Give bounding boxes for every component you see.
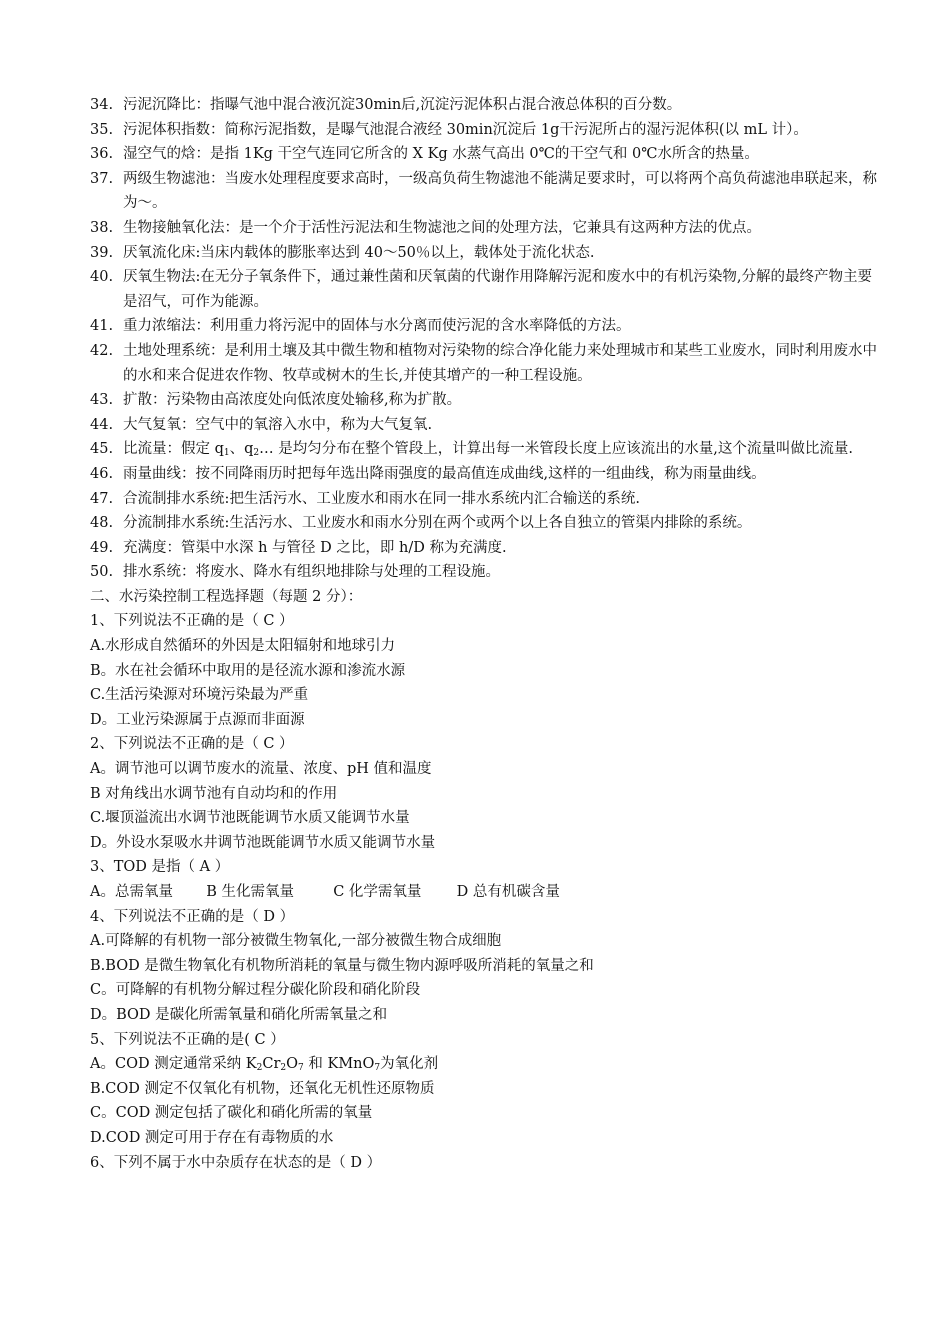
question-6 bbox=[90, 1151, 880, 1176]
option-b: B。水在社会循环中取用的是径流水源和渗流水源 bbox=[90, 662, 406, 679]
definition-text: 扩散：污染物由高浓度处向低浓度处输移,称为扩散。 bbox=[123, 392, 462, 409]
definition-item bbox=[90, 167, 880, 216]
definition-number: 48. bbox=[90, 515, 114, 532]
definition-text: 厌氧流化床:当床内载体的膨胀率达到 40～50％以上，载体处于流化状态. bbox=[123, 244, 595, 261]
definition-text: 厌氧生物法:在无分子氧条件下，通过兼性菌和厌氧菌的代谢作用降解污泥和废水中的有机污染物,分解的最终产物主要是沼气，可作为能源。 bbox=[123, 269, 872, 310]
option-c: C.生活污染源对环境污染最为严重 bbox=[90, 687, 309, 704]
question-stem: 2、下列说法不正确的是（ C ） bbox=[90, 736, 294, 753]
question-stem: 1、下列说法不正确的是（ C ） bbox=[90, 613, 294, 630]
definition-number: 39. bbox=[90, 244, 114, 261]
option-b: B 生化需氧量 bbox=[206, 884, 294, 900]
definition-number: 49. bbox=[90, 539, 114, 556]
definition-number: 35. bbox=[90, 121, 114, 138]
option-b: B.COD 测定不仅氧化有机物，还氧化无机性还原物质 bbox=[90, 1080, 435, 1097]
definition-text: 两级生物滤池：当废水处理程度要求高时，一级高负荷生物滤池不能满足要求时，可以将两个高负荷滤池串联起来，称为～。 bbox=[123, 170, 877, 212]
definition-item bbox=[90, 487, 880, 512]
definition-item bbox=[90, 388, 880, 413]
question-2 bbox=[90, 732, 880, 855]
option-d: D。BOD 是碳化所需氧量和硝化所需氧量之和 bbox=[90, 1006, 388, 1023]
definition-item bbox=[90, 560, 880, 585]
definition-text: 重力浓缩法：利用重力将污泥中的固体与水分离而使污泥的含水率降低的方法。 bbox=[123, 318, 631, 335]
definition-text: 污泥体积指数：简称污泥指数，是曝气池混合液经 30min沉淀后 1g干污泥所占的湿污泥体积(以 mL 计）。 bbox=[123, 121, 808, 138]
definition-number: 50. bbox=[90, 564, 114, 581]
question-stem: 3、TOD 是指（ A ） bbox=[90, 859, 230, 876]
definition-text: 充满度：管渠中水深 h 与管径 D 之比，即 h/D 称为充满度. bbox=[123, 539, 507, 556]
definition-number: 41. bbox=[90, 318, 114, 335]
definition-number: 42. bbox=[90, 342, 114, 359]
question-stem: 6、下列不属于水中杂质存在状态的是（ D ） bbox=[90, 1154, 382, 1171]
definition-number: 46. bbox=[90, 465, 114, 482]
definition-number: 38. bbox=[90, 219, 114, 236]
option-d: D。外设水泵吸水井调节池既能调节水质又能调节水量 bbox=[90, 834, 436, 851]
definition-item bbox=[90, 118, 880, 143]
option-c: C。COD 测定包括了碳化和硝化所需的氧量 bbox=[90, 1105, 373, 1122]
definition-text: 分流制排水系统:生活污水、工业废水和雨水分别在两个或两个以上各自独立的管渠内排除的系统。 bbox=[123, 515, 752, 532]
document-content bbox=[90, 93, 880, 1175]
option-d: D。工业污染源属于点源而非面源 bbox=[90, 711, 305, 728]
definition-item bbox=[90, 339, 880, 388]
option-a: A。调节池可以调节废水的流量、浓度、pH 值和温度 bbox=[90, 761, 432, 778]
option-row bbox=[90, 880, 880, 905]
question-stem: 4、下列说法不正确的是（ D ） bbox=[90, 908, 295, 925]
definition-item bbox=[90, 536, 880, 561]
question-1 bbox=[90, 609, 880, 732]
definition-item bbox=[90, 413, 880, 438]
definition-item bbox=[90, 216, 880, 241]
question-3 bbox=[90, 855, 880, 904]
definition-text: 生物接触氧化法：是一个介于活性污泥法和生物滤池之间的处理方法，它兼具有这两种方法的优点。 bbox=[123, 219, 761, 236]
section-heading: 二、水污染控制工程选择题（每题 2 分）： bbox=[90, 588, 363, 605]
definition-text: 雨量曲线：按不同降雨历时把每年选出降雨强度的最高值连成曲线,这样的一组曲线，称为雨量曲线。 bbox=[123, 465, 766, 482]
definition-text: 污泥沉降比：指曝气池中混合液沉淀30min后,沉淀污泥体积占混合液总体积的百分数。 bbox=[123, 97, 682, 113]
definition-number: 40. bbox=[90, 269, 114, 286]
definition-list bbox=[90, 93, 880, 585]
definition-text: 大气复氧：空气中的氧溶入水中，称为大气复氧. bbox=[123, 416, 433, 433]
definition-text: 土地处理系统：是利用土壤及其中微生物和植物对污染物的综合净化能力来处理城市和某些工业废水，同时利用废水中的水和来合促进农作物、牧草或树木的生长,并使其增产的一种工程设施。 bbox=[123, 342, 877, 384]
option-a: A。总需氧量 bbox=[90, 884, 173, 900]
option-b: B 对角线出水调节池有自动均和的作用 bbox=[90, 785, 338, 802]
definition-item bbox=[90, 142, 880, 167]
definition-item bbox=[90, 437, 880, 462]
option-c: C。可降解的有机物分解过程分碳化阶段和硝化阶段 bbox=[90, 982, 421, 999]
definition-number: 34. bbox=[90, 97, 114, 113]
definition-text: 排水系统：将废水、降水有组织地排除与处理的工程设施。 bbox=[123, 564, 500, 581]
definition-number: 44. bbox=[90, 416, 114, 433]
definition-item bbox=[90, 511, 880, 536]
question-4 bbox=[90, 905, 880, 1028]
option-a: A。COD 测定通常采纳 $K_2Cr_2O_7$ 和 KMnO$_7$为氧化剂 bbox=[90, 1056, 439, 1074]
definition-item bbox=[90, 314, 880, 339]
question-5 bbox=[90, 1028, 880, 1151]
option-a: A.水形成自然循环的外因是太阳辐射和地球引力 bbox=[90, 638, 396, 655]
definition-item bbox=[90, 93, 880, 118]
option-d: D.COD 测定可用于存在有毒物质的水 bbox=[90, 1129, 334, 1146]
definition-text: 合流制排水系统:把生活污水、工业废水和雨水在同一排水系统内汇合输送的系统. bbox=[123, 490, 640, 507]
definition-number: 37. bbox=[90, 170, 114, 187]
option-a: A.可降解的有机物一部分被微生物氧化,一部分被微生物合成细胞 bbox=[90, 933, 502, 950]
definition-item bbox=[90, 265, 880, 314]
option-b: B.BOD 是微生物氧化有机物所消耗的氧量与微生物内源呼吸所消耗的氧量之和 bbox=[90, 957, 594, 974]
option-d: D 总有机碳含量 bbox=[456, 884, 560, 900]
definition-item bbox=[90, 462, 880, 487]
question-stem: 5、下列说法不正确的是( C ） bbox=[90, 1031, 285, 1048]
definition-text: 湿空气的焓：是指 1Kg 干空气连同它所含的 X Kg 水蒸气高出 0℃的干空气和 0℃水所含的热量。 bbox=[123, 146, 759, 163]
option-c: C.堰顶溢流出水调节池既能调节水质又能调节水量 bbox=[90, 810, 410, 827]
definition-text: 比流量：假定 $q_1$、$q_2\dots$ 是均匀分布在整个管段上，计算出每一米管段长度上应该流出的水量,这个流量叫做比流量. bbox=[123, 441, 853, 459]
definition-number: 47. bbox=[90, 490, 114, 507]
option-c: C 化学需氧量 bbox=[333, 884, 422, 900]
definition-number: 36. bbox=[90, 146, 114, 163]
definition-number: 45. bbox=[90, 441, 114, 458]
definition-number: 43. bbox=[90, 392, 114, 409]
definition-item bbox=[90, 241, 880, 266]
